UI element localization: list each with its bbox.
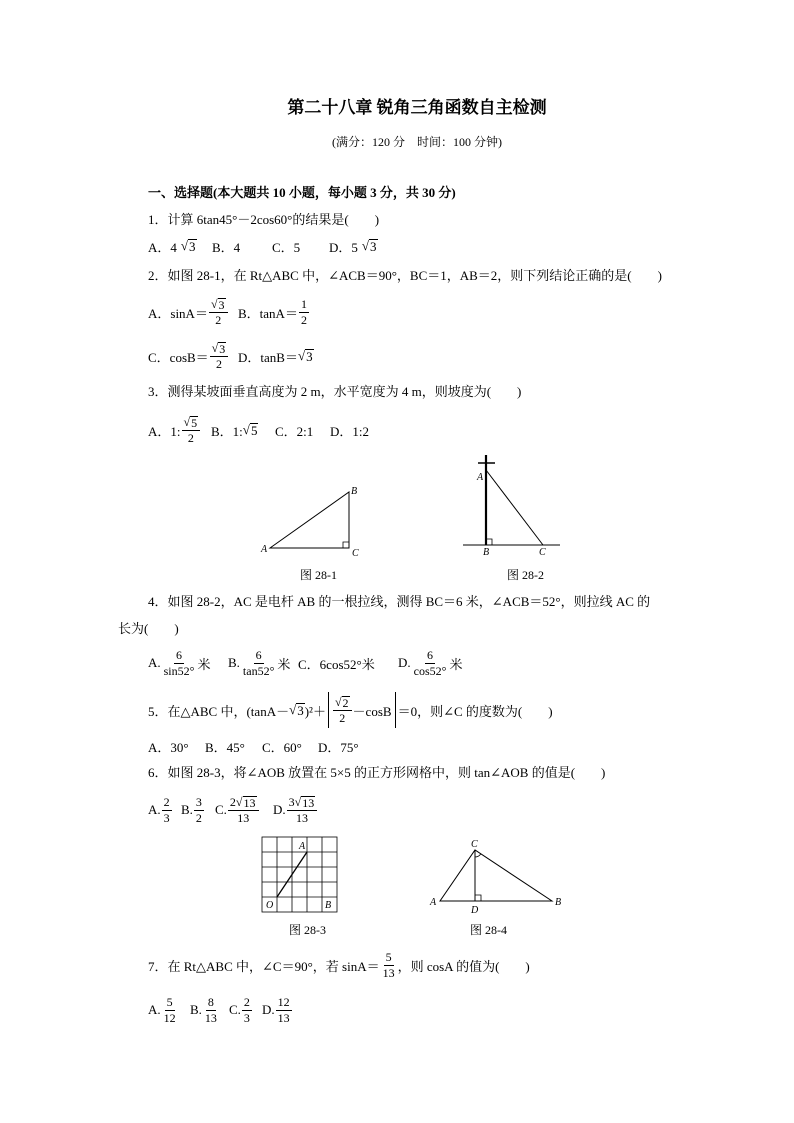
sqrt-expression bbox=[335, 695, 350, 710]
q1-options bbox=[148, 228, 748, 264]
q3-option-b bbox=[211, 412, 258, 448]
sqrt-expression bbox=[298, 348, 314, 364]
fraction bbox=[299, 297, 309, 328]
sqrt-sign: √ bbox=[361, 238, 370, 253]
fraction bbox=[182, 415, 201, 446]
sqrt-expression bbox=[362, 238, 378, 254]
radicand: 3 bbox=[306, 349, 313, 365]
sqrt-expression bbox=[184, 415, 199, 430]
q2-option-a bbox=[148, 294, 229, 330]
radicand: 5 bbox=[250, 423, 258, 439]
minus-cos-term: －cosB bbox=[352, 703, 392, 719]
radicand: 13 bbox=[243, 795, 256, 810]
numerator: 12 bbox=[277, 994, 290, 1009]
denominator: 2 bbox=[215, 356, 222, 371]
fraction bbox=[210, 341, 229, 372]
q1-option-c: C．5 bbox=[272, 239, 301, 255]
q2-option-b bbox=[238, 294, 310, 330]
q4-options bbox=[148, 645, 748, 681]
fraction bbox=[228, 795, 259, 826]
q7-option-b-label: B. bbox=[190, 1002, 202, 1017]
sqrt-expression bbox=[236, 795, 257, 810]
denominator: tan52° bbox=[242, 663, 275, 678]
q7-option-b bbox=[190, 992, 220, 1028]
figure-caption-28-4: 图 28-4 bbox=[470, 923, 507, 937]
denominator: 13 bbox=[204, 1010, 217, 1025]
radicand: 5 bbox=[191, 415, 198, 430]
q2-option-c-label: C．cosB＝ bbox=[148, 349, 209, 365]
q2-option-a-label: A．sinA＝ bbox=[148, 305, 208, 321]
q2-option-d-label: D．tanB＝ bbox=[238, 349, 298, 365]
fraction bbox=[209, 297, 228, 328]
q6-options bbox=[148, 792, 748, 828]
figure-caption-28-3: 图 28-3 bbox=[289, 923, 326, 937]
numerator bbox=[210, 341, 229, 357]
q2-options-row2 bbox=[148, 338, 748, 374]
page-title: 第二十八章 锐角三角函数自主检测 bbox=[287, 98, 547, 117]
numerator: 2 bbox=[163, 794, 170, 809]
q4-option-b bbox=[228, 645, 290, 681]
sqrt-sign: √ bbox=[235, 794, 243, 809]
numerator bbox=[182, 415, 201, 431]
q3-options bbox=[148, 412, 748, 448]
radicand: 3 bbox=[219, 341, 226, 356]
figure-28-1 bbox=[250, 480, 370, 562]
denominator: 3 bbox=[243, 1010, 250, 1025]
q4-option-a bbox=[148, 645, 210, 681]
q3-option-a bbox=[148, 412, 201, 448]
q5-stem-end: ＝0，则∠C 的度数为( ) bbox=[397, 703, 553, 719]
q6-stem: 6．如图 28-3，将∠AOB 放置在 5×5 的正方形网格中，则 tan∠AOB 的值是( ) bbox=[148, 765, 606, 780]
q7-option-d bbox=[262, 992, 293, 1028]
sqrt-sign: √ bbox=[242, 422, 250, 437]
unit: 米 bbox=[277, 656, 291, 672]
q2-options-row1 bbox=[148, 294, 748, 330]
q3-option-a-label: A．1: bbox=[148, 423, 181, 439]
vertex-label-b: B bbox=[483, 547, 490, 558]
sqrt-sign: √ bbox=[180, 238, 189, 253]
q3-stem: 3．测得某坡面垂直高度为 2 m，水平宽度为 4 m，则坡度为( ) bbox=[148, 384, 522, 399]
squared-plus: )²＋ bbox=[304, 703, 326, 719]
q6-option-c bbox=[215, 792, 260, 828]
q5-stem bbox=[148, 692, 553, 728]
vertex-label-c: C bbox=[471, 839, 478, 850]
numerator: 3 bbox=[195, 794, 202, 809]
q1-stem: 1．计算 6tan45°－2cos60°的结果是( ) bbox=[148, 212, 380, 227]
q1-option-b: B．4 bbox=[212, 239, 241, 255]
right-angle-mark bbox=[343, 542, 349, 548]
q6-option-b bbox=[181, 792, 205, 828]
numerator: 6 bbox=[255, 647, 262, 662]
fraction bbox=[412, 648, 449, 679]
q5-option-d: D．75° bbox=[318, 739, 359, 755]
numerator bbox=[287, 795, 318, 811]
q4-option-d bbox=[398, 645, 462, 681]
q7-option-c-label: C. bbox=[229, 1002, 241, 1017]
fraction bbox=[381, 950, 397, 981]
q2-option-c bbox=[148, 338, 229, 374]
q3-option-b-label: B．1: bbox=[211, 423, 243, 439]
fraction bbox=[241, 648, 276, 679]
coefficient: 3 bbox=[288, 794, 295, 809]
q3-option-c: C．2:1 bbox=[275, 423, 314, 439]
unit: 米 bbox=[197, 656, 211, 672]
point-label-b: B bbox=[325, 900, 332, 911]
radicand: 3 bbox=[189, 239, 196, 255]
numerator: 5 bbox=[385, 949, 392, 964]
figure-28-2 bbox=[455, 450, 565, 560]
right-angle-mark bbox=[475, 895, 481, 901]
unit: 米 bbox=[449, 656, 463, 672]
q6-option-c-label: C. bbox=[215, 802, 227, 817]
q5-option-b: B．45° bbox=[205, 739, 245, 755]
score-time-info: (满分：120 分 时间：100 分钟) bbox=[332, 135, 502, 149]
fraction bbox=[162, 995, 178, 1026]
q4-option-d-label: D. bbox=[398, 655, 411, 670]
vertex-label-a: A bbox=[261, 544, 268, 555]
q7-stem-start: 7．在 Rt△ABC 中，∠C＝90°，若 sinA＝ bbox=[148, 958, 380, 974]
q6-option-d-label: D. bbox=[273, 802, 286, 817]
triangle-abc bbox=[440, 850, 552, 901]
radicand: 3 bbox=[370, 239, 377, 255]
q1-option-d-label: D．5 bbox=[329, 239, 358, 255]
fraction bbox=[242, 995, 252, 1026]
q7-option-d-label: D. bbox=[262, 1002, 275, 1017]
q2-stem: 2．如图 28-1，在 Rt△ABC 中，∠ACB＝90°，BC＝1，AB＝2，则下列结论正确的是( ) bbox=[148, 268, 662, 283]
sqrt-expression bbox=[289, 702, 305, 718]
numerator: 1 bbox=[300, 296, 307, 311]
vertex-label-b: B bbox=[555, 897, 562, 908]
numerator: 2 bbox=[243, 994, 250, 1009]
point-label-d: D bbox=[471, 905, 479, 916]
numerator bbox=[228, 795, 259, 811]
q1-option-a-label: A．4 bbox=[148, 239, 177, 255]
figure-28-4 bbox=[425, 832, 565, 918]
q6-option-b-label: B. bbox=[181, 802, 193, 817]
vertex-label-c: C bbox=[352, 548, 359, 559]
numerator: 6 bbox=[176, 647, 183, 662]
denominator: 13 bbox=[277, 1010, 290, 1025]
radicand: 3 bbox=[297, 703, 304, 719]
fraction bbox=[162, 648, 197, 679]
denominator: 2 bbox=[187, 430, 194, 445]
sqrt-expression bbox=[211, 297, 226, 312]
q7-option-a bbox=[148, 992, 179, 1028]
q1-option-d bbox=[329, 228, 378, 264]
sqrt-sign: √ bbox=[289, 702, 297, 717]
q7-options bbox=[148, 992, 748, 1028]
vertex-label-c: C bbox=[539, 547, 546, 558]
radicand: 2 bbox=[342, 695, 349, 710]
fraction bbox=[194, 795, 204, 826]
point-label-a: A bbox=[299, 841, 306, 852]
triangle-abc bbox=[270, 492, 349, 548]
denominator: 2 bbox=[215, 312, 222, 327]
q7-stem-end: ，则 cosA 的值为( ) bbox=[397, 958, 530, 974]
guy-wire bbox=[486, 470, 543, 545]
denominator: 2 bbox=[300, 312, 307, 327]
q7-stem bbox=[148, 947, 530, 983]
absolute-value bbox=[328, 692, 396, 728]
denominator: 13 bbox=[295, 810, 308, 825]
q6-option-a bbox=[148, 792, 173, 828]
numerator bbox=[209, 297, 228, 313]
sqrt-sign: √ bbox=[334, 694, 342, 709]
q4-option-c: C．6cos52°米 bbox=[298, 656, 375, 672]
sqrt-sign: √ bbox=[210, 296, 218, 311]
vertex-label-a: A bbox=[430, 897, 437, 908]
numerator bbox=[333, 695, 352, 711]
denominator: 3 bbox=[163, 810, 170, 825]
sqrt-expression bbox=[212, 341, 227, 356]
vertex-label-b: B bbox=[351, 486, 358, 497]
q5-options bbox=[148, 728, 748, 764]
denominator: 2 bbox=[195, 810, 202, 825]
q5-stem-start: 5．在△ABC 中，(tanA－ bbox=[148, 703, 290, 719]
fraction bbox=[162, 795, 172, 826]
vertex-label-a: A bbox=[477, 472, 484, 483]
radicand: 13 bbox=[302, 795, 315, 810]
fraction bbox=[287, 795, 318, 826]
figure-caption-28-2: 图 28-2 bbox=[507, 568, 544, 582]
q2-option-d bbox=[238, 338, 314, 374]
numerator: 5 bbox=[166, 994, 173, 1009]
point-label-o: O bbox=[266, 900, 274, 911]
numerator: 8 bbox=[207, 994, 214, 1009]
denominator: cos52° bbox=[413, 663, 447, 678]
q4-stem-line1: 4．如图 28-2，AC 是电杆 AB 的一根拉线，测得 BC＝6 米，∠ACB＝52°，则拉线 AC 的 bbox=[148, 594, 651, 609]
q5-option-a: A．30° bbox=[148, 739, 189, 755]
coefficient: 2 bbox=[229, 794, 236, 809]
fraction bbox=[203, 995, 219, 1026]
q7-option-a-label: A. bbox=[148, 1002, 161, 1017]
q4-stem-line2: 长为( ) bbox=[118, 621, 179, 636]
q7-option-c bbox=[229, 992, 253, 1028]
numerator: 6 bbox=[427, 647, 434, 662]
denominator: sin52° bbox=[163, 663, 195, 678]
radicand: 3 bbox=[218, 297, 225, 312]
sqrt-sign: √ bbox=[211, 340, 219, 355]
angle-arc bbox=[475, 854, 481, 857]
q3-option-d: D．1:2 bbox=[330, 423, 370, 439]
denominator: 2 bbox=[339, 710, 346, 725]
q5-option-c: C．60° bbox=[262, 739, 302, 755]
sqrt-sign: √ bbox=[294, 794, 302, 809]
figure-caption-28-1: 图 28-1 bbox=[300, 568, 337, 582]
q1-option-a bbox=[148, 228, 197, 264]
q4-option-a-label: A. bbox=[148, 655, 161, 670]
q6-option-d bbox=[273, 792, 318, 828]
denominator: 13 bbox=[237, 810, 250, 825]
q6-option-a-label: A. bbox=[148, 802, 161, 817]
sqrt-sign: √ bbox=[297, 348, 306, 363]
sqrt-sign: √ bbox=[183, 414, 191, 429]
denominator: 12 bbox=[163, 1010, 176, 1025]
q2-option-b-label: B．tanA＝ bbox=[238, 305, 298, 321]
denominator: 13 bbox=[382, 965, 395, 980]
sqrt-expression bbox=[243, 422, 259, 438]
fraction bbox=[276, 995, 292, 1026]
fraction bbox=[333, 695, 352, 726]
section-heading: 一、选择题(本大题共 10 小题，每小题 3 分，共 30 分) bbox=[148, 185, 456, 200]
figure-28-3 bbox=[256, 832, 344, 918]
sqrt-expression bbox=[181, 238, 197, 254]
q4-option-b-label: B. bbox=[228, 655, 240, 670]
sqrt-expression bbox=[295, 795, 316, 810]
